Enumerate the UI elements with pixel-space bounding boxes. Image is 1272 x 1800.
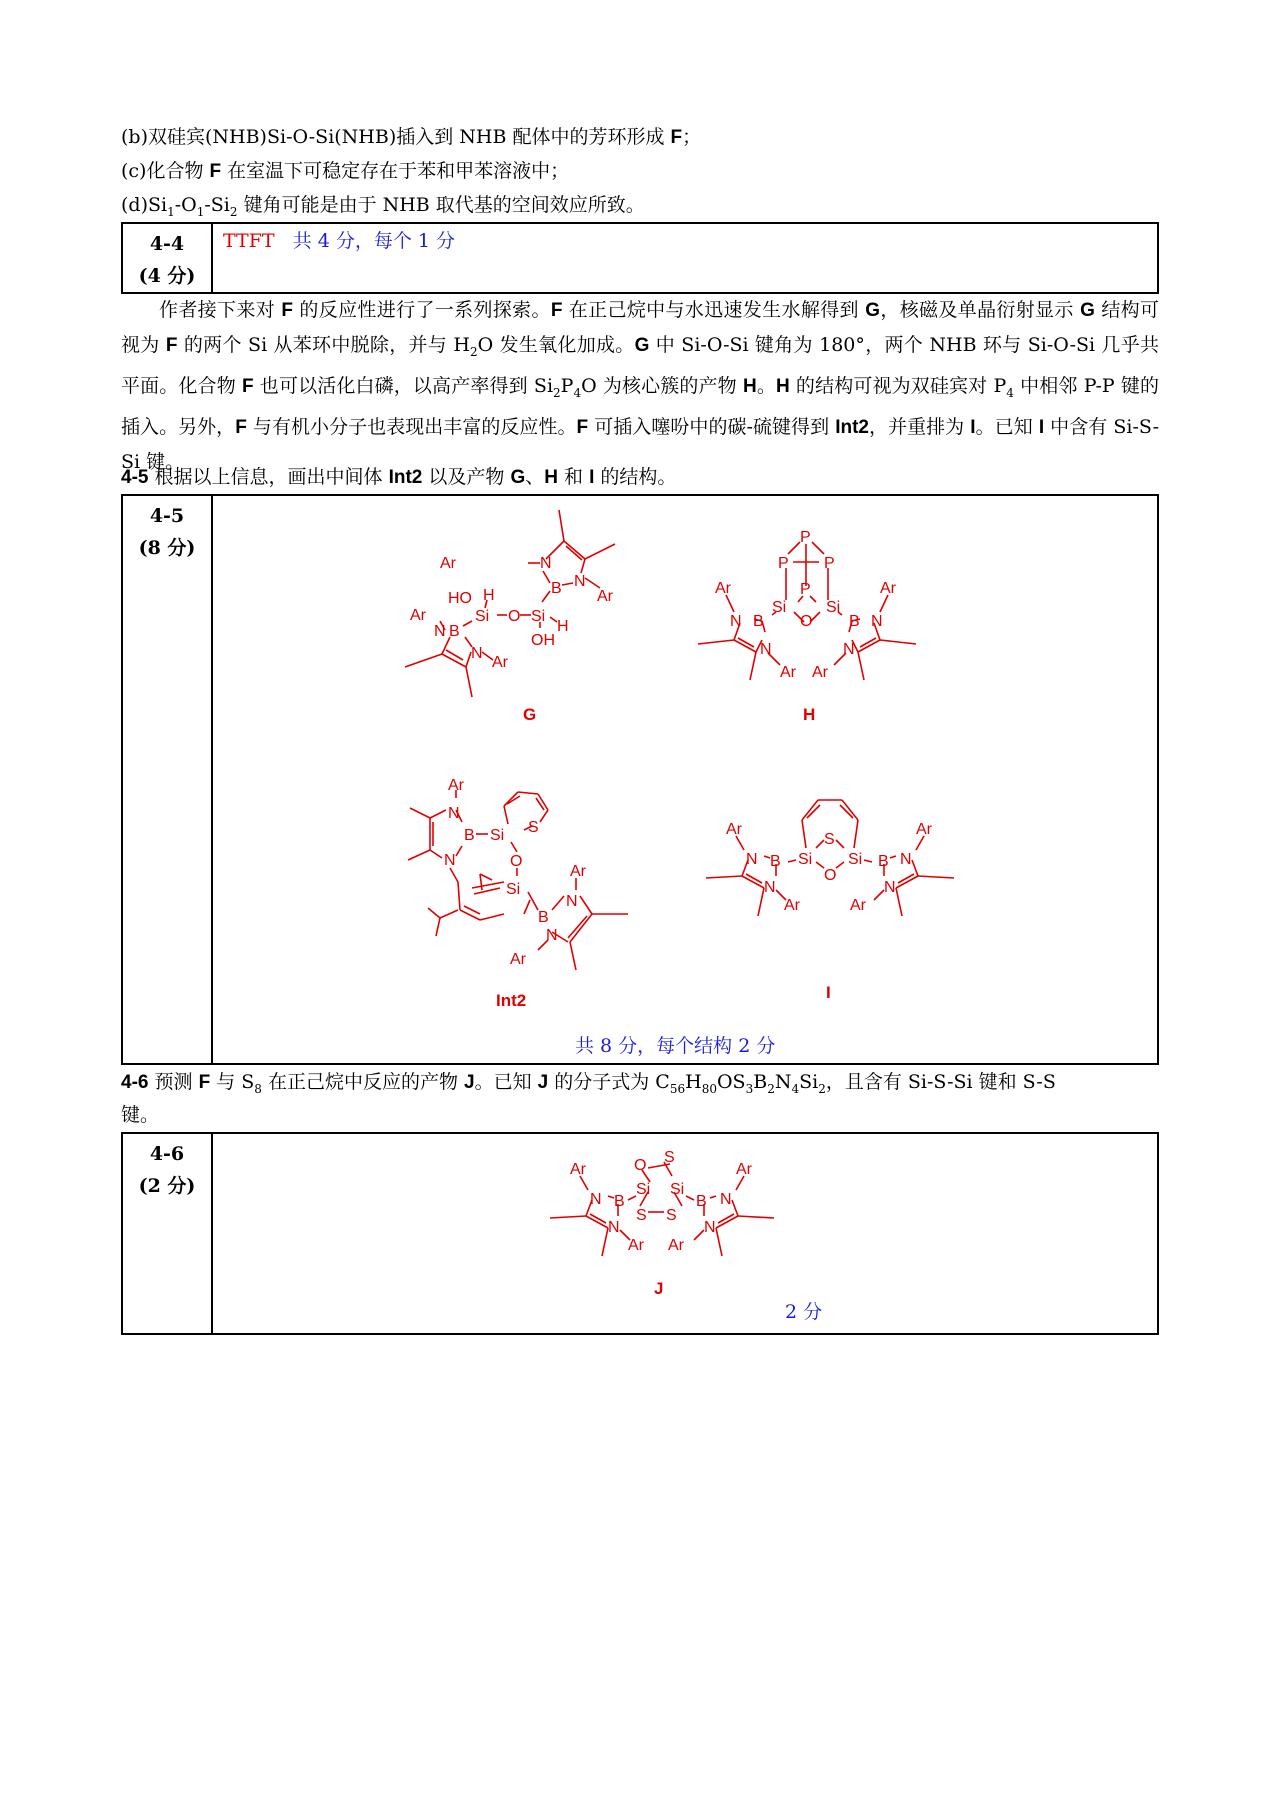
atom-label: N	[540, 555, 552, 572]
atom-label: S	[636, 1207, 647, 1224]
score-note-4-6: 2 分	[785, 1301, 823, 1323]
atom-label: B	[878, 853, 889, 870]
structure-label-G: G	[523, 705, 537, 724]
atom-label: N	[704, 1219, 716, 1236]
atom-label: Ar	[780, 664, 796, 681]
atom-label: Ar	[448, 777, 464, 794]
atom-label: OH	[531, 632, 555, 649]
atom-label: Ar	[736, 1161, 752, 1178]
answer-text: TTFT	[223, 230, 275, 252]
atom-label: N	[574, 573, 586, 590]
atom-label: B	[464, 827, 475, 844]
atom-label: O	[510, 853, 523, 870]
atom-label: Si	[531, 608, 546, 625]
atom-label: B	[551, 580, 562, 597]
atom-label: N	[843, 641, 855, 658]
atom-label: N	[720, 1191, 732, 1208]
atom-label: B	[614, 1193, 625, 1210]
structure-label-I: I	[826, 983, 831, 1002]
structure-G	[400, 500, 660, 740]
atom-label: H	[557, 618, 569, 635]
question-label-4-6: 4-6 (2 分)	[122, 1133, 212, 1334]
atom-label: Ar	[668, 1237, 684, 1254]
atom-label: Ar	[492, 654, 508, 671]
atom-label: N	[471, 645, 483, 662]
atom-label: N	[444, 852, 456, 869]
atom-label: N	[760, 641, 772, 658]
atom-label: N	[448, 805, 460, 822]
atom-label: N	[730, 613, 742, 630]
atom-label: H	[483, 587, 495, 604]
atom-label: N	[608, 1219, 620, 1236]
atom-label: O	[800, 613, 813, 630]
atom-label: B	[538, 909, 549, 926]
structure-H	[690, 520, 980, 740]
answer-box-4-4	[121, 222, 1159, 294]
atom-label: Si	[490, 827, 505, 844]
atom-label: N	[764, 879, 776, 896]
score-note-4-5: 共 8 分，每个结构 2 分	[575, 1035, 776, 1057]
structure-label-Int2: Int2	[496, 991, 527, 1010]
atom-label: Ar	[570, 863, 586, 880]
statement-c: (c)化合物 F 在室温下可稳定存在于苯和甲苯溶液中；	[121, 160, 570, 182]
atom-label: Ar	[726, 821, 742, 838]
answer-cell-4-5	[212, 495, 1158, 1064]
atom-label: Ar	[715, 580, 731, 597]
atom-label: N	[546, 927, 558, 944]
answer-cell-4-4	[212, 223, 1158, 293]
question-4-5: 4-5 根据以上信息，画出中间体 Int2 以及产物 G、H 和 I 的结构。	[121, 466, 677, 488]
paragraph-reactivity: 作者接下来对 F 的反应性进行了一系列探索。F 在正己烷中与水迅速发生水解得到 G，核磁及单晶衍射显示 G 结构可视为 F 的两个 Si 从苯环中脱除，并与 $H_2O$ 发生氧化加成。G 中 Si-O-Si 键角为 180°，两个 NHB 环与 Si-O-Si 几乎共平面。化合物 F 也可以活化白磷，以高产率得到 $Si_2P_4O$ 为核心簇的产物 H。H 的结构可视为双硅宾对 $P_4$ 中相邻 P-P 键的插入。另外，F 与有机小分子也表现出丰富的反应性。F 可插入噻吩中的碳-硫键得到 Int2，并重排为 I。已知 I 中含有 Si-S-Si 键。	[121, 299, 1160, 473]
atom-label: Ar	[597, 588, 613, 605]
atom-label: B	[770, 853, 781, 870]
structure-I	[690, 780, 980, 1010]
atom-label: P	[778, 555, 789, 572]
atom-label: Si	[798, 851, 813, 868]
atom-label: N	[900, 851, 912, 868]
atom-label: B	[753, 613, 764, 630]
atom-label: O	[508, 608, 521, 625]
statement-b: (b)双硅宾(NHB)Si-O-Si(NHB)插入到 NHB 配体中的芳环形成 F；	[121, 126, 702, 148]
atom-label: Ar	[570, 1161, 586, 1178]
atom-label: N	[746, 851, 758, 868]
question-label-4-4: 4-4 (4 分)	[122, 223, 212, 293]
structure-label-H: H	[803, 705, 816, 724]
atom-label: Ar	[510, 951, 526, 968]
atom-label: S	[664, 1149, 675, 1166]
atom-label: Si	[848, 851, 863, 868]
atom-label: Si	[670, 1181, 685, 1198]
atom-label: N	[434, 623, 446, 640]
atom-label: S	[824, 831, 835, 848]
atom-label: Ar	[880, 580, 896, 597]
structure-Int2	[400, 770, 660, 1030]
atom-label: Ar	[850, 897, 866, 914]
atom-label: Ar	[628, 1237, 644, 1254]
atom-label: HO	[448, 590, 472, 607]
atom-label: B	[696, 1193, 707, 1210]
question-4-6: 4-6 预测 F 与 $S_8$ 在正己烷中反应的产物 J。已知 J 的分子式为 $C_{56}H_{80}OS_3B_2N_4Si_2$，且含有 Si-S-Si 键和 S-S	[121, 1071, 1056, 1096]
atom-label: Ar	[812, 664, 828, 681]
atom-label: P	[824, 555, 835, 572]
atom-label: Ar	[916, 821, 932, 838]
atom-label: S	[528, 819, 539, 836]
atom-label: O	[634, 1157, 647, 1174]
atom-label: Si	[506, 881, 521, 898]
atom-label: N	[566, 893, 578, 910]
atom-label: N	[871, 613, 883, 630]
question-label-4-5: 4-5 (8 分)	[122, 495, 212, 1064]
atom-label: Si	[636, 1181, 651, 1198]
score-note: 共 4 分，每个 1 分	[292, 230, 456, 252]
atom-label: Si	[772, 599, 787, 616]
atom-label: Ar	[784, 897, 800, 914]
atom-label: N	[590, 1191, 602, 1208]
atom-label: P	[800, 581, 811, 598]
statement-d: $(d)Si_1-O_1-Si_2$ 键角可能是由于 NHB 取代基的空间效应所致。	[121, 194, 645, 219]
atom-label: N	[884, 879, 896, 896]
atom-label: Si	[826, 599, 841, 616]
atom-label: P	[800, 529, 811, 546]
atom-label: B	[849, 613, 860, 630]
structure-J	[540, 1140, 810, 1320]
atom-label: B	[449, 623, 460, 640]
atom-label: S	[666, 1207, 677, 1224]
atom-label: Si	[475, 608, 490, 625]
atom-label: O	[824, 867, 837, 884]
atom-label: Ar	[440, 555, 456, 572]
structure-label-J: J	[654, 1279, 664, 1298]
question-4-6-cont: 键。	[121, 1104, 160, 1126]
atom-label: Ar	[410, 607, 426, 624]
